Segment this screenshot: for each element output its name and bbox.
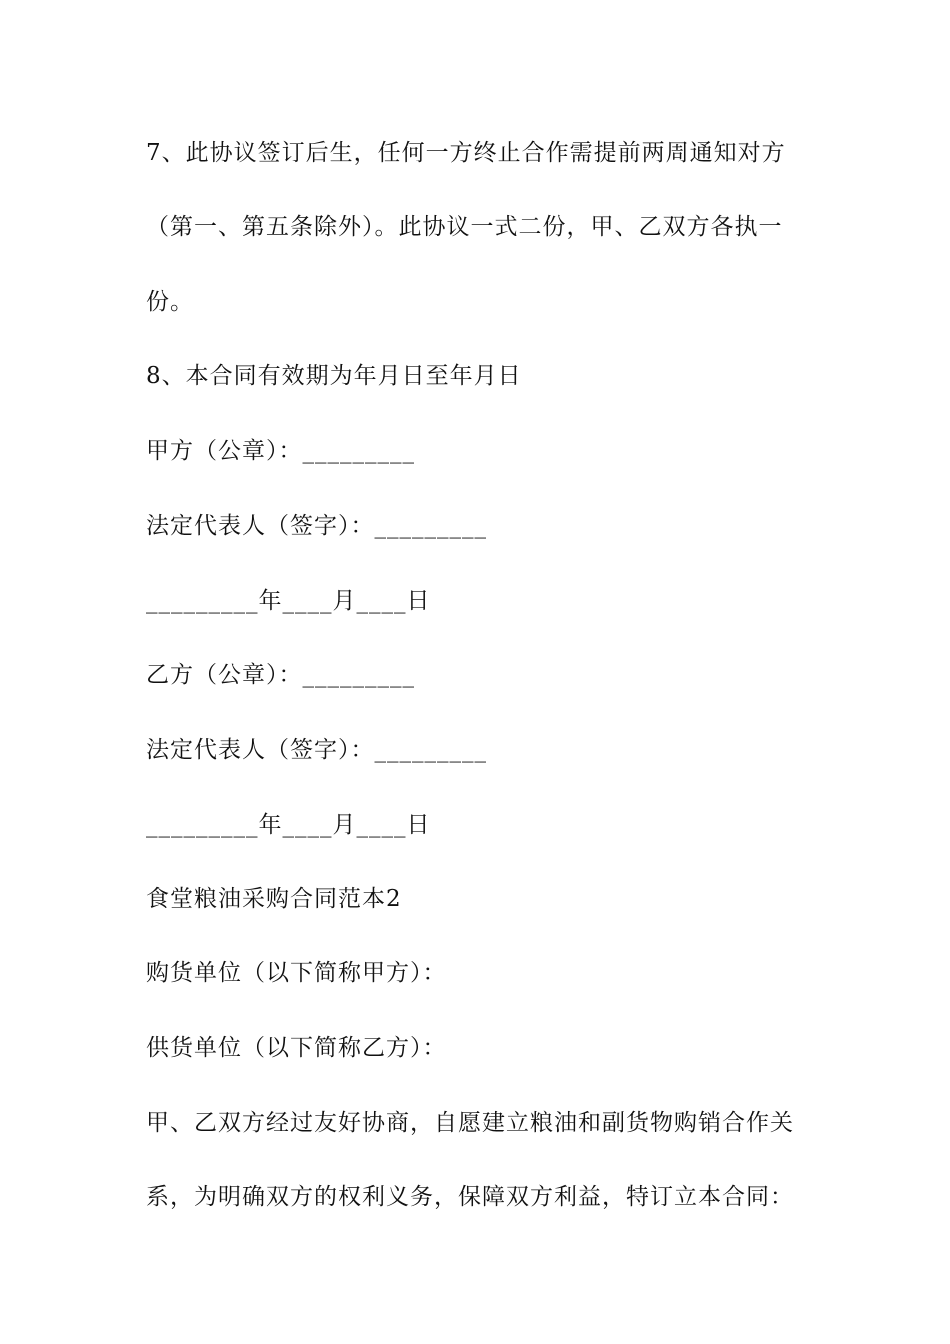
buyer-unit: 购货单位（以下简称甲方）：: [146, 960, 447, 986]
clause-7-line-3: 份。: [146, 289, 194, 315]
party-b-representative: 法定代表人（签字）：_________: [146, 737, 487, 763]
party-b-date: _________年____月____日: [146, 812, 431, 838]
clause-7-line-2: （第一、第五条除外）。此协议一式二份，甲、乙双方各执一: [146, 214, 783, 240]
party-a-seal: 甲方（公章）：_________: [146, 438, 415, 464]
intro-line-1: 甲、乙双方经过友好协商，自愿建立粮油和副货物购销合作关: [146, 1110, 794, 1136]
party-a-date: _________年____月____日: [146, 588, 431, 614]
section-title: 食堂粮油采购合同范本2: [146, 886, 402, 912]
party-b-seal: 乙方（公章）：_________: [146, 662, 415, 688]
party-a-representative: 法定代表人（签字）：_________: [146, 513, 487, 539]
supplier-unit: 供货单位（以下简称乙方）：: [146, 1035, 447, 1061]
clause-8: 8、本合同有效期为年月日至年月日: [146, 363, 522, 389]
clause-7-line-1: 7、此协议签订后生，任何一方终止合作需提前两周通知对方: [146, 140, 786, 166]
intro-line-2: 系，为明确双方的权利义务，保障双方利益，特订立本合同：: [146, 1184, 794, 1210]
